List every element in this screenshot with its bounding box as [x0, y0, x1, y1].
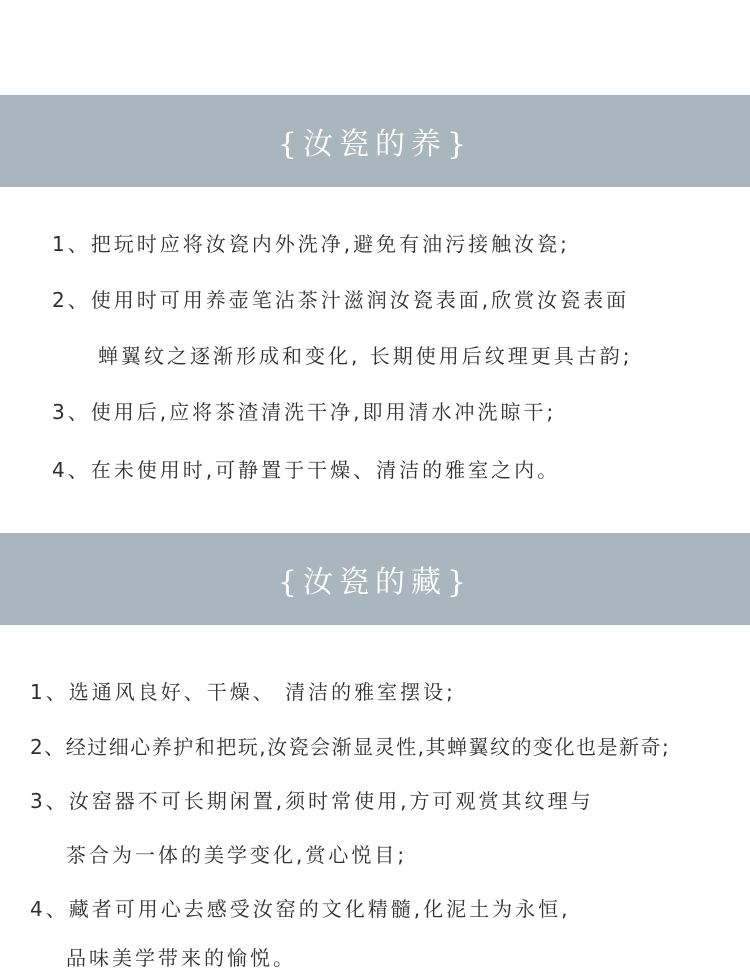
storage-section-title: {汝瓷的藏} — [277, 565, 473, 600]
care-section-banner — [0, 95, 750, 187]
care-line-1: 1、把玩时应将汝瓷内外洗净,避免有油污接触汝瓷; — [52, 232, 570, 256]
storage-line-2: 2、经过细心养护和把玩,汝瓷会渐显灵性,其蝉翼纹的变化也是新奇; — [30, 735, 671, 759]
storage-line-4: 4、藏者可用心去感受汝窑的文化精髓,化泥土为永恒, — [30, 897, 571, 921]
storage-line-3-continued: 茶合为一体的美学变化,赏心悦目; — [66, 843, 408, 867]
care-section-title: {汝瓷的养} — [277, 127, 473, 162]
storage-section-banner — [0, 533, 750, 625]
storage-line-4-continued: 品味美学带来的愉悦。 — [66, 946, 296, 970]
care-line-2-continued: 蝉翼纹之逐渐形成和变化, 长期使用后纹理更具古韵; — [98, 344, 633, 368]
care-line-4: 4、在未使用时,可静置于干燥、清洁的雅室之内。 — [52, 458, 561, 482]
storage-line-1: 1、选通风良好、干燥、 清洁的雅室摆设; — [30, 680, 456, 704]
care-line-2: 2、使用时可用养壶笔沾茶汁滋润汝瓷表面,欣赏汝瓷表面 — [52, 288, 630, 312]
care-line-3: 3、使用后,应将茶渣清洗干净,即用清水冲洗晾干; — [52, 400, 557, 424]
storage-line-3: 3、汝窑器不可长期闲置,须时常使用,方可观赏其纹理与 — [30, 789, 594, 813]
